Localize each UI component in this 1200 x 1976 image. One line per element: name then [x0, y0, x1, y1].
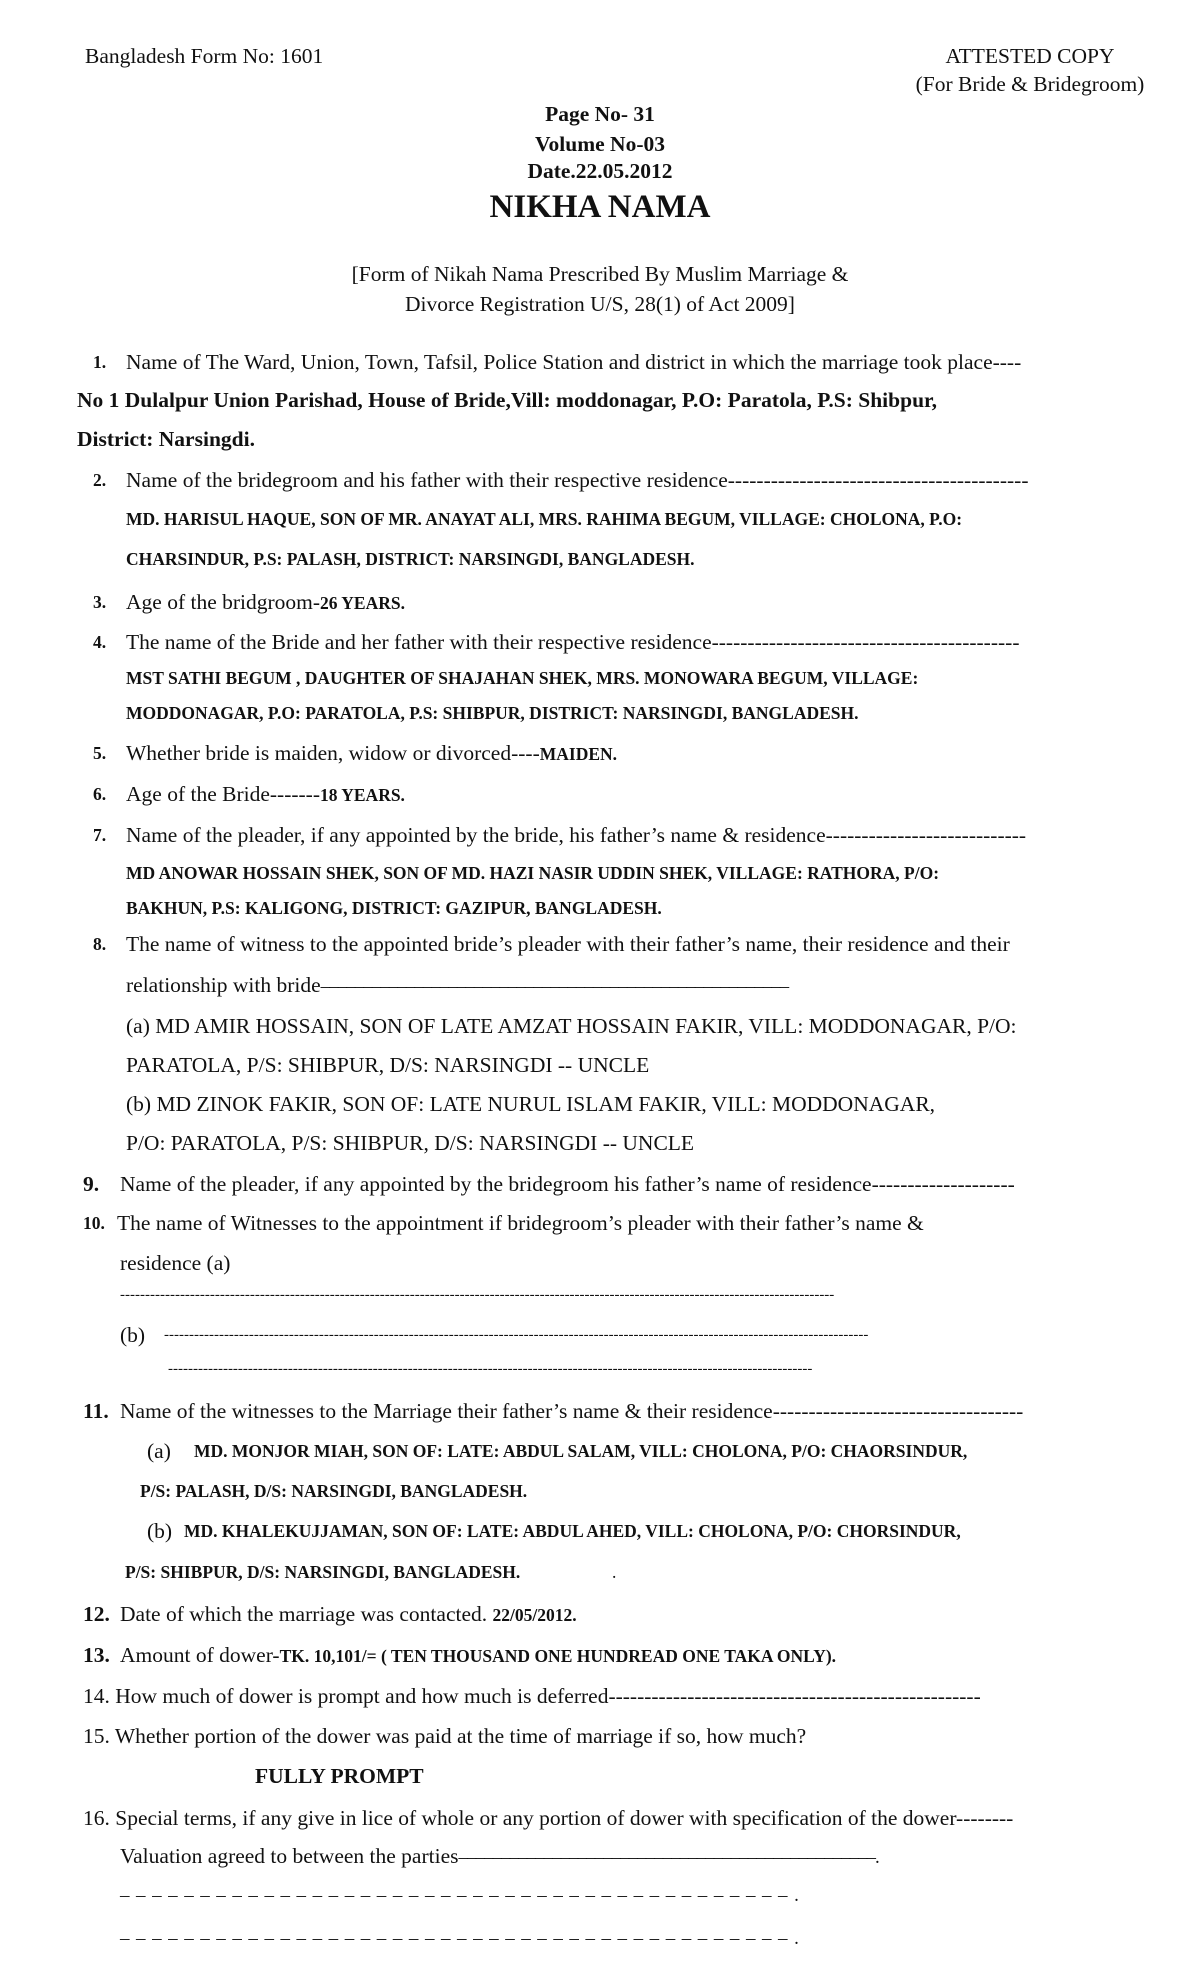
- item-number: 1.: [93, 352, 107, 372]
- item-11-witness-b-line-1: MD. KHALEKUJJAMAN, SON OF: LATE: ABDUL AHED, VILL: CHOLONA, P/O: CHORSINDUR,: [184, 1521, 961, 1541]
- item-6-question: Age of the Bride-------18 YEARS.: [126, 782, 405, 806]
- item-13-question: Amount of dower-TK. 10,101/= ( TEN THOUSAND ONE HUNDREAD ONE TAKA ONLY).: [120, 1643, 837, 1667]
- item-number: 4.: [93, 632, 107, 652]
- item-number: 2.: [93, 470, 107, 490]
- register-date: Date.22.05.2012: [527, 159, 673, 183]
- item-10-blank-a: -----------------------------------------------------------------------------------------------------------------------------------------------: [120, 1287, 835, 1303]
- item-12-answer: 22/05/2012.: [492, 1605, 577, 1625]
- item-5-question: Whether bride is maiden, widow or divorced----MAIDEN.: [126, 741, 618, 765]
- item-2-question: Name of the bridegroom and his father with their respective residence------------------------------------------: [126, 468, 1029, 492]
- blank-dash-line-2: – – – – – – – – – – – – – – – – – – – – – – – – – – – – – – – – – – – – – – – – – – .: [120, 1928, 800, 1949]
- volume-number: Volume No-03: [535, 132, 665, 156]
- form-number: Bangladesh Form No: 1601: [85, 44, 324, 68]
- item-16-dash-line: –––––––––––––––––––––––––––––––––––––––––––––––––.: [458, 1847, 879, 1868]
- form-subtitle-line-1: [Form of Nikah Nama Prescribed By Muslim Marriage &: [351, 262, 849, 286]
- item-11-witness-a-line-2: P/S: PALASH, D/S: NARSINGDI, BANGLADESH.: [140, 1481, 528, 1501]
- item-8-witness-a-line-2: PARATOLA, P/S: SHIBPUR, D/S: NARSINGDI -- UNCLE: [126, 1053, 650, 1077]
- item-10-question-line-2: residence (a): [120, 1251, 231, 1275]
- item-16-question-line-2: Valuation agreed to between the parties–––––––––––––––––––––––––––––––––––––––––––––––––.: [120, 1844, 879, 1868]
- item-8-witness-b-line-1: (b) MD ZINOK FAKIR, SON OF: LATE NURUL ISLAM FAKIR, VILL: MODDONAGAR,: [126, 1092, 936, 1116]
- item-number: 5.: [93, 743, 107, 763]
- item-8-witness-b-line-2: P/O: PARATOLA, P/S: SHIBPUR, D/S: NARSINGDI -- UNCLE: [126, 1131, 695, 1155]
- item-11-trailing-dot: .: [612, 1562, 617, 1582]
- item-7-answer-line-2: BAKHUN, P.S: KALIGONG, DISTRICT: GAZIPUR, BANGLADESH.: [126, 898, 662, 918]
- item-4-question: The name of the Bride and her father with their respective residence-------------------------------------------: [126, 630, 1020, 654]
- item-number: 12.: [83, 1602, 110, 1626]
- item-16-question-line-1: 16. Special terms, if any give in lice of whole or any portion of dower with specification of the dower--------: [83, 1806, 1014, 1830]
- item-number: 7.: [93, 825, 107, 845]
- item-8-question-line-2: relationship with bride–––––––––––––––––––––––––––––––––––––––––––––––––––––––: [126, 973, 789, 997]
- item-1-answer-line-2: District: Narsingdi.: [77, 427, 255, 451]
- item-13-answer: TK. 10,101/= ( TEN THOUSAND ONE HUNDREAD ONE TAKA ONLY).: [279, 1646, 837, 1666]
- item-10-blank-b: ---------------------------------------------------------------------------------------------------------------------------------------------: [164, 1327, 869, 1343]
- item-5-answer: MAIDEN.: [539, 744, 618, 764]
- item-3-answer: 26 YEARS.: [320, 593, 405, 613]
- item-8-question-line-1: The name of witness to the appointed bride’s pleader with their father’s name, their residence and their: [126, 932, 1010, 956]
- item-number: 11.: [83, 1399, 109, 1423]
- item-12-question: Date of which the marriage was contacted. 22/05/2012.: [120, 1602, 577, 1626]
- item-10-question-line-1: The name of Witnesses to the appointment if bridegroom’s pleader with their father’s name &: [117, 1211, 924, 1235]
- item-10-blank-b-continued: ---------------------------------------------------------------------------------------------------------------------------------: [168, 1361, 813, 1377]
- page-number: Page No- 31: [545, 102, 655, 126]
- item-4-answer-line-1: MST SATHI BEGUM , DAUGHTER OF SHAJAHAN SHEK, MRS. MONOWARA BEGUM, VILLAGE:: [126, 668, 919, 688]
- item-15-answer: FULLY PROMPT: [255, 1764, 424, 1788]
- for-bride-bridegroom-label: (For Bride & Bridegroom): [915, 72, 1145, 96]
- item-1-answer-line-1: No 1 Dulalpur Union Parishad, House of Bride,Vill: moddonagar, P.O: Paratola, P.S: Shibpur,: [77, 388, 937, 412]
- item-7-question: Name of the pleader, if any appointed by the bride, his father’s name & residence----------------------------: [126, 823, 1027, 847]
- item-11-b-label: (b): [147, 1519, 173, 1543]
- item-11-a-label: (a): [147, 1439, 171, 1463]
- document-title: NIKHA NAMA: [489, 189, 711, 225]
- blank-dash-line-1: – – – – – – – – – – – – – – – – – – – – – – – – – – – – – – – – – – – – – – – – – – .: [120, 1885, 800, 1906]
- item-3-question: Age of the bridgroom-26 YEARS.: [126, 590, 405, 614]
- item-6-answer: 18 YEARS.: [320, 785, 405, 805]
- item-10-b-label: (b): [120, 1323, 146, 1347]
- item-2-answer-line-2: CHARSINDUR, P.S: PALASH, DISTRICT: NARSINGDI, BANGLADESH.: [126, 549, 695, 569]
- item-11-question: Name of the witnesses to the Marriage their father’s name & their residence-----------------------------------: [120, 1399, 1024, 1423]
- item-number: 13.: [83, 1643, 110, 1667]
- attested-copy-label: ATTESTED COPY: [945, 44, 1115, 68]
- item-15-question: 15. Whether portion of the dower was paid at the time of marriage if so, how much?: [83, 1724, 807, 1748]
- item-1-question: Name of The Ward, Union, Town, Tafsil, Police Station and district in which the marriage took place----: [126, 350, 1022, 374]
- item-8-witness-a-line-1: (a) MD AMIR HOSSAIN, SON OF LATE AMZAT HOSSAIN FAKIR, VILL: MODDONAGAR, P/O:: [126, 1014, 1017, 1038]
- form-subtitle-line-2: Divorce Registration U/S, 28(1) of Act 2009]: [405, 292, 795, 316]
- item-4-answer-line-2: MODDONAGAR, P.O: PARATOLA, P.S: SHIBPUR, DISTRICT: NARSINGDI, BANGLADESH.: [126, 703, 859, 723]
- item-11-witness-a-line-1: MD. MONJOR MIAH, SON OF: LATE: ABDUL SALAM, VILL: CHOLONA, P/O: CHAORSINDUR,: [194, 1441, 968, 1461]
- item-number: 8.: [93, 934, 107, 954]
- item-number: 10.: [83, 1213, 105, 1233]
- item-9-question: Name of the pleader, if any appointed by the bridegroom his father’s name of residence--------------------: [120, 1172, 1015, 1196]
- item-2-answer-line-1: MD. HARISUL HAQUE, SON OF MR. ANAYAT ALI, MRS. RAHIMA BEGUM, VILLAGE: CHOLONA, P.O:: [126, 509, 963, 529]
- item-number: 9.: [83, 1172, 100, 1196]
- item-number: 3.: [93, 592, 107, 612]
- item-14-question: 14. How much of dower is prompt and how much is deferred----------------------------------------------------: [83, 1684, 981, 1708]
- item-8-dash-line: –––––––––––––––––––––––––––––––––––––––––––––––––––––––: [320, 976, 789, 997]
- item-11-witness-b-line-2: P/S: SHIBPUR, D/S: NARSINGDI, BANGLADESH.: [125, 1562, 521, 1582]
- item-number: 6.: [93, 784, 107, 804]
- item-7-answer-line-1: MD ANOWAR HOSSAIN SHEK, SON OF MD. HAZI NASIR UDDIN SHEK, VILLAGE: RATHORA, P/O:: [126, 863, 940, 883]
